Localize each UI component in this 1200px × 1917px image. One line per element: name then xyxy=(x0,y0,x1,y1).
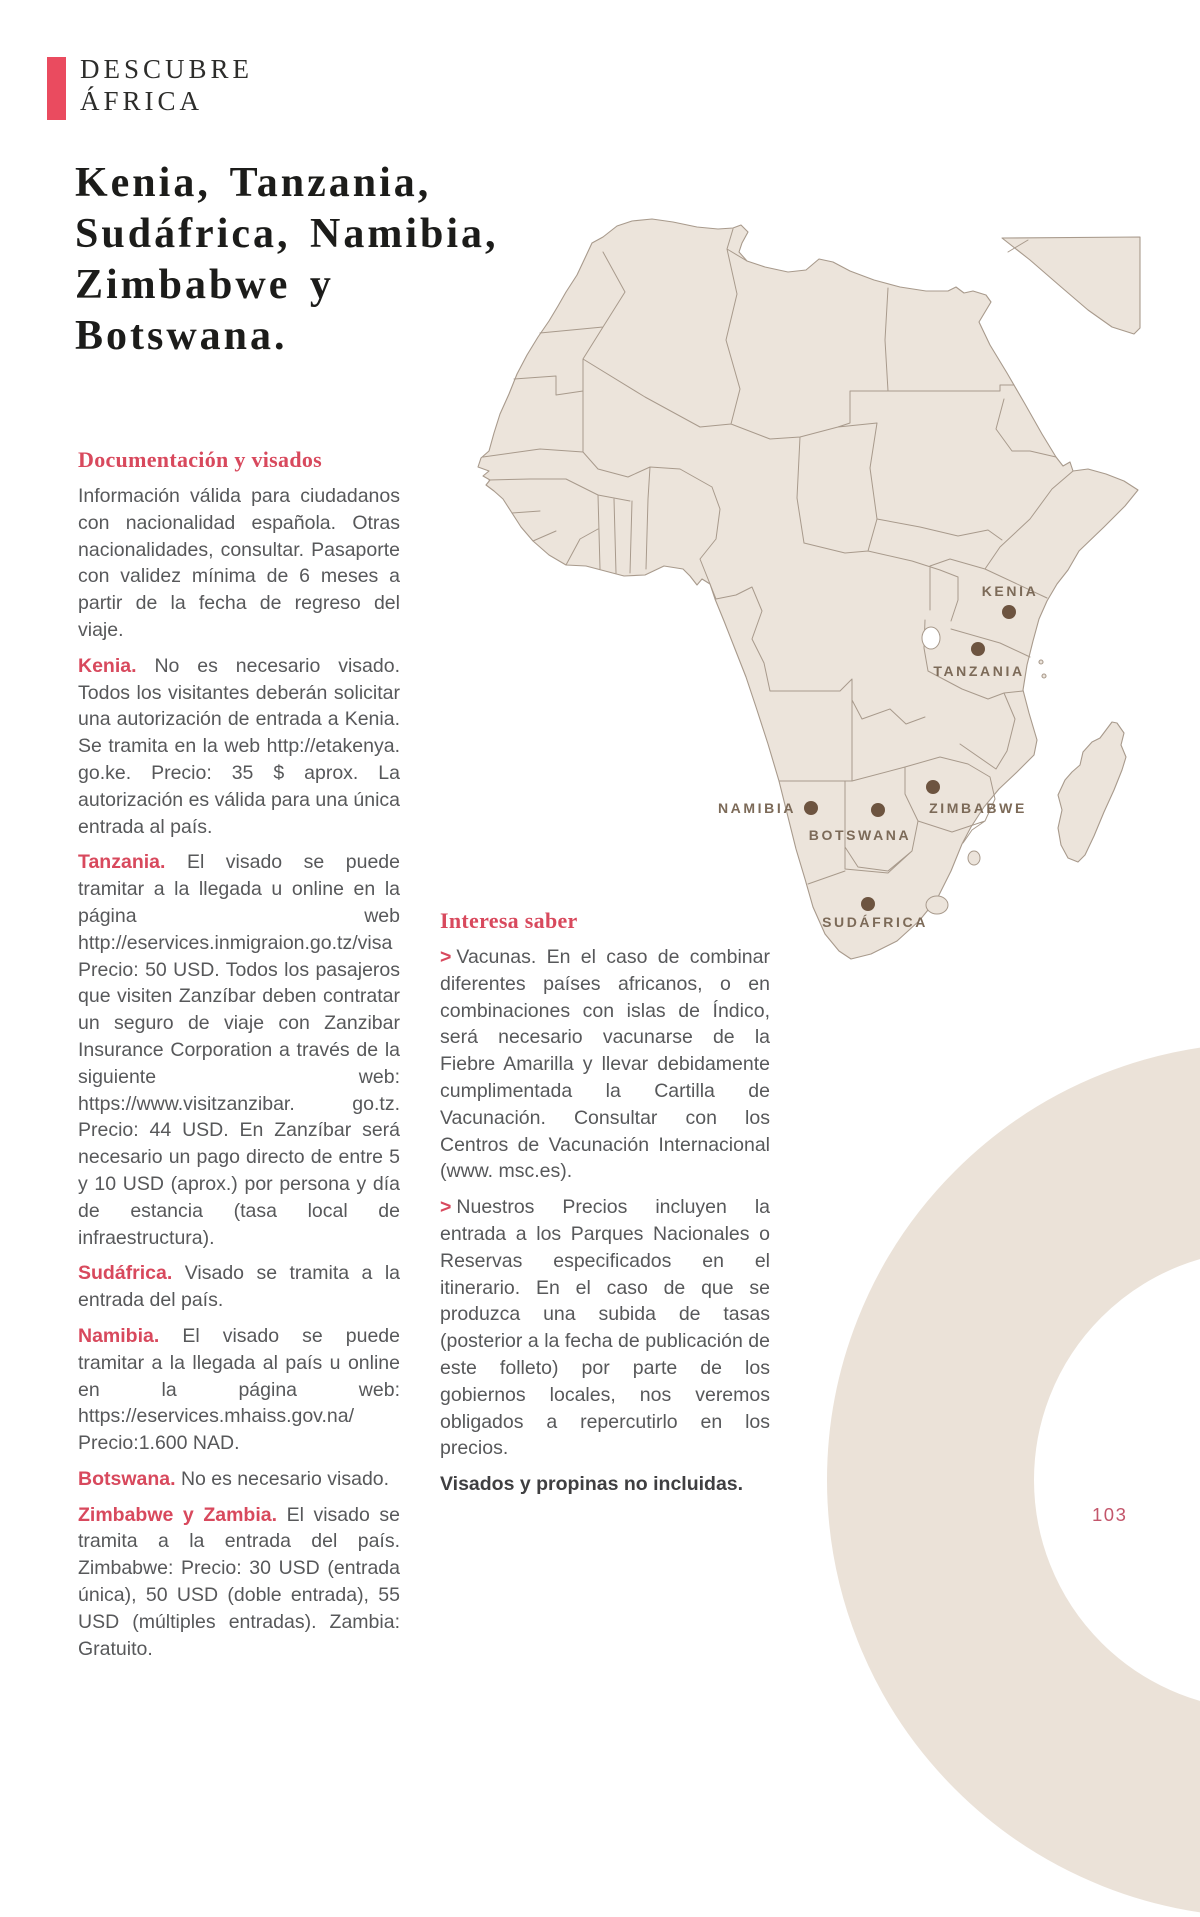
documentation-intro: Información válida para ciudadanos con nacionalidad española. Otras nacionalidades, consultar. Pasaporte con validez mínima de 6 meses a partir de la fecha de regreso del viaje. xyxy=(78,485,400,641)
country-dot-icon xyxy=(1002,605,1016,619)
arabia-shape xyxy=(1002,237,1140,334)
eswatini-shape xyxy=(968,851,980,865)
country-visa-entry xyxy=(78,653,400,841)
kicker-line2: ÁFRICA xyxy=(80,86,204,116)
interesa-section xyxy=(440,908,770,1507)
country-label: ZIMBABWE xyxy=(929,800,1027,816)
country-dot-icon xyxy=(971,642,985,656)
interesa-bullet xyxy=(440,944,770,1185)
country-dot-icon xyxy=(804,801,818,815)
country-name-label: Namibia. xyxy=(78,1324,160,1347)
country-visa-text: No es necesario visado. Todos los visitantes deberán solicitar una autorización de entrada a Kenia. Se tramita en la web http://etakenya. go.ke. Precio: 35 $ aprox. La autorización es válida para una única entrada al país. xyxy=(78,654,400,838)
page-title-line: Sudáfrica, Namibia, xyxy=(75,211,499,257)
page-title-line: Zimbabwe y xyxy=(75,262,334,308)
country-label: BOTSWANA xyxy=(808,827,912,843)
kicker-line1: DESCUBRE xyxy=(80,54,254,84)
bullet-text: Vacunas. En el caso de combinar diferentes países africanos, o en combinaciones con islas de Índico, será necesario vacunarse de la Fiebre Amarilla y llevar debidamente cumplimentada la Cartilla de Vacunación. Consultar con los Centros de Vacunación Internacional (www. msc.es). xyxy=(440,946,770,1183)
lake-victoria xyxy=(922,627,940,649)
country-visa-entry xyxy=(78,1323,400,1457)
page-title-line: Kenia, Tanzania, xyxy=(75,160,432,206)
country-visa-text: El visado se puede tramitar a la llegada u online en la página web http://eservices.inmigraion.go.tz/visa Precio: 50 USD. Todos los pasajeros que visiten Zanzíbar deben contratar un seguro de viaje con Zanzibar Insurance Corporation a través de la siguiente web: https://www.visitzanzibar. go.tz. Precio: 44 USD. En Zanzíbar será necesario un pago directo de entre 5 y 10 USD (aprox.) por persona y día de estancia (tasa local de infraestructura). xyxy=(78,851,400,1249)
country-name-label: Tanzania. xyxy=(78,851,166,874)
interesa-bullets xyxy=(440,944,770,1462)
country-label: TANZANIA xyxy=(933,663,1025,679)
country-visa-entry xyxy=(78,1502,400,1663)
country-visa-text: El visado se puede tramitar a la llegada al país u online en la página web: https://eservices.mhaiss.gov.na/ Precio:1.600 NAD. xyxy=(78,1324,400,1455)
bullet-text: Nuestros Precios incluyen la entrada a los Parques Nacionales o Reservas especificados en el itinerario. En el caso de que se produzca una subida de tasas (posterior a la fecha de publicación de este folleto) por parte de los gobiernos locales, nos veremos obligados a repercutirlo en los precios. xyxy=(440,1196,770,1460)
africa-continent-shape xyxy=(478,219,1138,959)
country-dot-icon xyxy=(926,780,940,794)
interesa-heading: Interesa saber xyxy=(440,908,578,933)
country-label: KENIA xyxy=(981,583,1039,599)
documentation-heading: Documentación y visados xyxy=(78,447,323,472)
page-title xyxy=(75,158,499,362)
bullet-arrow-icon: > xyxy=(440,1196,452,1219)
country-name-label: Zimbabwe y Zambia. xyxy=(78,1503,278,1526)
page-number: 103 xyxy=(1092,1504,1128,1525)
interesa-bullet xyxy=(440,1194,770,1462)
country-visa-text: El visado se tramita a la entrada del país. Zimbabwe: Precio: 30 USD (entrada única), 50 USD (doble entrada), 55 USD (múltiples entradas). Zambia: Gratuito. xyxy=(78,1503,401,1660)
country-dot-icon xyxy=(871,803,885,817)
kicker xyxy=(80,53,253,117)
kicker-accent-bar xyxy=(47,57,66,120)
country-visa-text: Visado se tramita a la entrada del país. xyxy=(78,1262,401,1312)
madagascar-shape xyxy=(1058,722,1126,862)
country-visa-entry xyxy=(78,1466,400,1493)
country-dot-icon xyxy=(861,897,875,911)
country-label: NAMIBIA xyxy=(717,800,797,816)
bullet-arrow-icon: > xyxy=(440,946,452,968)
page-title-line: Botswana. xyxy=(75,313,288,359)
country-name-label: Botswana. xyxy=(78,1467,176,1490)
country-label: SUDÁFRICA xyxy=(822,914,928,930)
country-visa-entry xyxy=(78,1260,400,1314)
documentation-entries xyxy=(78,653,400,1663)
country-visa-entry xyxy=(78,849,400,1251)
visas-tips-note: Visados y propinas no incluidas. xyxy=(440,1473,744,1496)
lesotho-shape xyxy=(926,896,948,914)
country-visa-text: No es necesario visado. xyxy=(180,1467,390,1490)
documentation-section xyxy=(78,447,400,1671)
country-name-label: Sudáfrica. xyxy=(78,1262,173,1285)
country-name-label: Kenia. xyxy=(78,654,137,677)
